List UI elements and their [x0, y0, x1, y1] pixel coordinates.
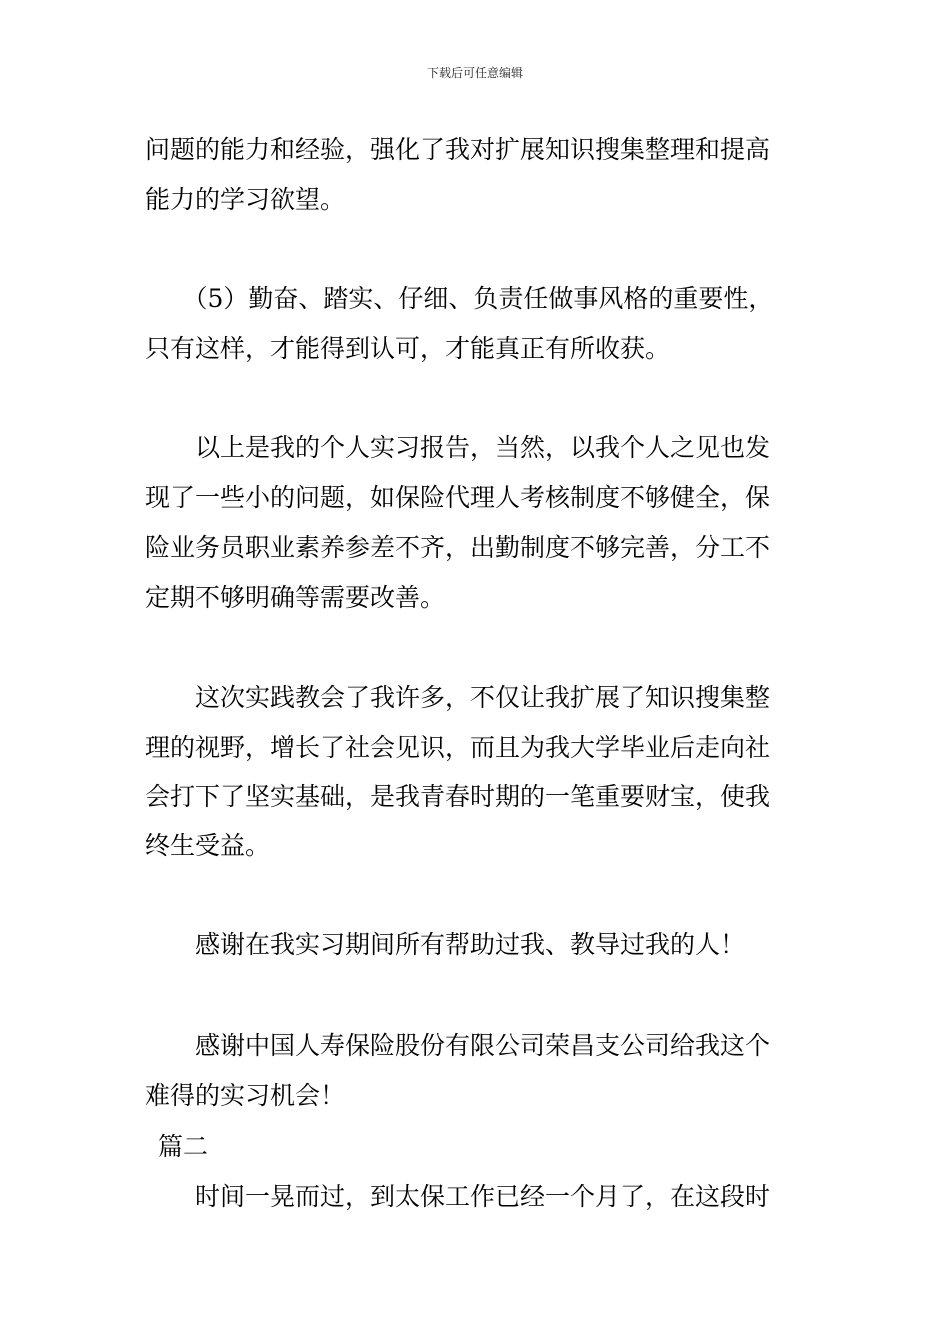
- text-line: （5）勤奋、踏实、仔细、负责任做事风格的重要性，: [145, 284, 774, 313]
- text-line: 问题的能力和经验，强化了我对扩展知识搜集整理和提高: [145, 135, 771, 164]
- text-line: 只有这样，才能得到认可，才能真正有所收获。: [145, 334, 671, 363]
- text-line: 理的视野，增长了社会见识，而且为我大学毕业后走向社: [145, 733, 771, 762]
- section-heading: 篇二: [158, 1132, 209, 1161]
- text-line: 现了一些小的问题，如保险代理人考核制度不够健全，保: [145, 483, 771, 512]
- text-line: 感谢在我实习期间所有帮助过我、教导过我的人！: [145, 930, 746, 959]
- text-line: 时间一晃而过，到太保工作已经一个月了，在这段时: [145, 1182, 771, 1211]
- text-line: 定期不够明确等需要改善。: [145, 583, 446, 612]
- text-line: 感谢中国人寿保险股份有限公司荣昌支公司给我这个: [145, 1031, 771, 1060]
- page-header: 下载后可任意编辑: [426, 66, 523, 80]
- text-line: 险业务员职业素养参差不齐，出勤制度不够完善，分工不: [145, 533, 771, 562]
- text-line: 能力的学习欲望。: [145, 185, 346, 214]
- text-line: 这次实践教会了我许多，不仅让我扩展了知识搜集整: [145, 683, 771, 712]
- text-line: 终生受益。: [145, 831, 271, 860]
- text-line: 难得的实习机会！: [145, 1081, 346, 1110]
- text-line: 会打下了坚实基础，是我青春时期的一笔重要财宝，使我: [145, 782, 771, 811]
- text-line: 以上是我的个人实习报告，当然，以我个人之见也发: [145, 433, 771, 462]
